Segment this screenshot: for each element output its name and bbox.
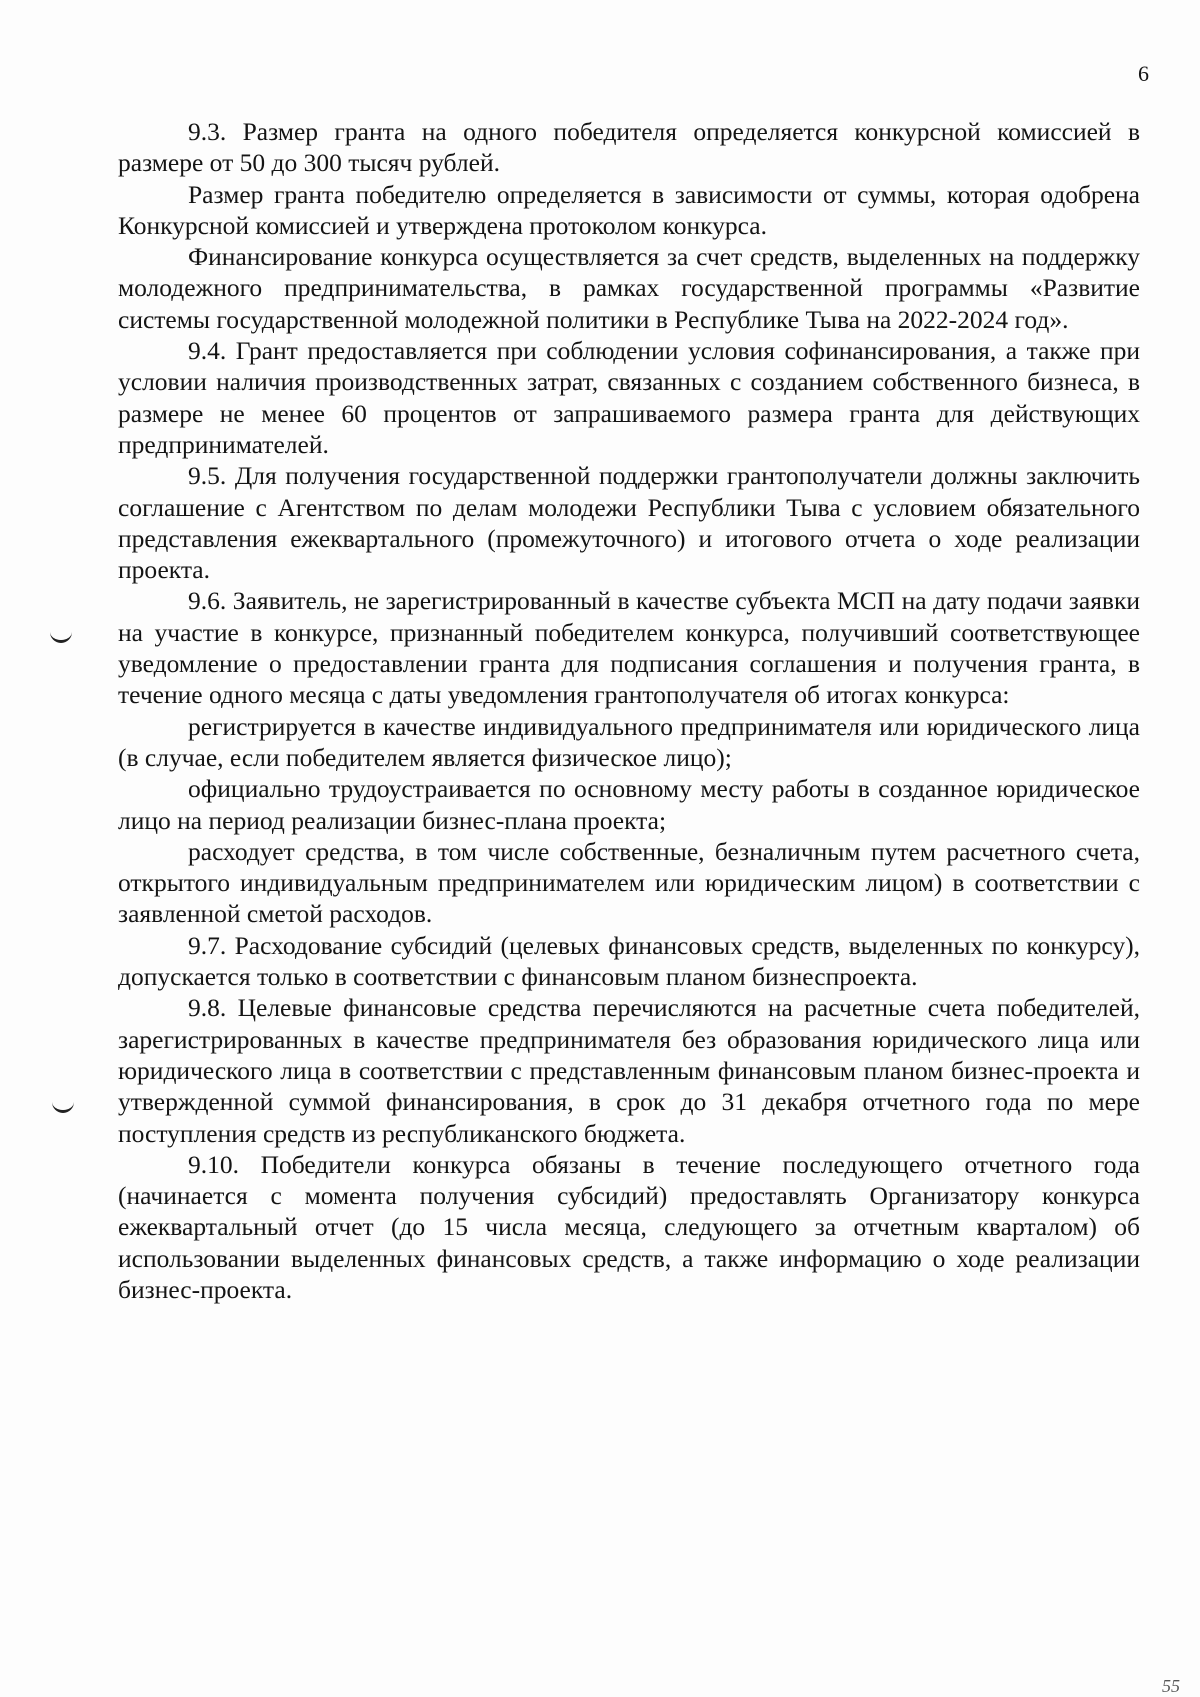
margin-check-mark (50, 630, 72, 643)
paragraph-registers: регистрируется в качестве индивидуального предпринимателя или юридического лица (в случае, если победителем является физическое лицо); (118, 711, 1140, 772)
paragraph-spending: расходует средства, в том числе собственные, безналичным путем расчетного счета, открытого индивидуальным предпринимателем или юридическим лицом) в соответствии с заявленной сметой расходов. (118, 836, 1140, 929)
paragraph-9-8: 9.8. Целевые финансовые средства перечисляются на расчетные счета победителей, зарегистрированных в качестве предпринимателя без образования юридического лица или юридического лица в соответствии с представленным финансовым планом бизнес-проекта и утвержденной суммой финансирования, в срок до 31 декабря отчетного года по мере поступления средств из республиканского бюджета. (118, 993, 1140, 1148)
corner-page-mark: 55 (1162, 1676, 1180, 1696)
paragraph-9-5: 9.5. Для получения государственной поддержки грантополучатели должны заключить соглашение с Агентством по делам молодежи Республики Тыва с условием обязательного представления ежеквартального (промежуточного) и итогового отчета о ходе реализации проекта. (118, 461, 1140, 585)
paragraph-9-4: 9.4. Грант предоставляется при соблюдении условия софинансирования, а также при условии наличия производственных затрат, связанных с созданием собственного бизнеса, в размере не менее 60 процентов от запрашиваемого размера гранта для действующих предпринимателей. (118, 336, 1140, 459)
paragraph-grant-size: Размер гранта победителю определяется в зависимости от суммы, которая одобрена Конкурсной комиссией и утверждена протоколом конкурса. (118, 179, 1140, 240)
paragraph-9-6: 9.6. Заявитель, не зарегистрированный в качестве субъекта МСП на дату подачи заявки на участие в конкурсе, признанный победителем конкурса, получивший соответствующее уведомление о предоставлении гранта для подписания соглашения и получения гранта, в течение одного месяца с даты уведомления грантополучателя об итогах конкурса: (118, 586, 1140, 710)
paragraph-9-3: 9.3. Размер гранта на одного победителя определяется конкурсной комиссией в размере от 50 до 300 тысяч рублей. (118, 117, 1140, 178)
paragraph-financing: Финансирование конкурса осуществляется за счет средств, выделенных на поддержку молодежного предпринимательства, в рамках государственной программы «Развитие системы государственной молодежной политики в Республике Тыва на 2022-2024 год». (118, 242, 1140, 334)
page-number: 6 (1138, 61, 1149, 86)
paragraph-9-7: 9.7. Расходование субсидий (целевых финансовых средств, выделенных по конкурсу), допускается только в соответствии с финансовым планом бизнеспроекта. (118, 930, 1140, 992)
paragraph-9-10: 9.10. Победители конкурса обязаны в течение последующего отчетного года (начинается с момента получения субсидий) предоставлять Организатору конкурса ежеквартальный отчет (до 15 числа месяца, следующего за отчетным кварталом) об использовании выделенных финансовых средств, а также информацию о ходе реализации бизнес-проекта. (118, 1149, 1140, 1304)
margin-check-mark (52, 1100, 74, 1113)
document-body (118, 116, 1140, 1305)
paragraph-employment: официально трудоустраивается по основному месту работы в созданное юридическое лицо на период реализации бизнес-плана проекта; (118, 774, 1140, 835)
